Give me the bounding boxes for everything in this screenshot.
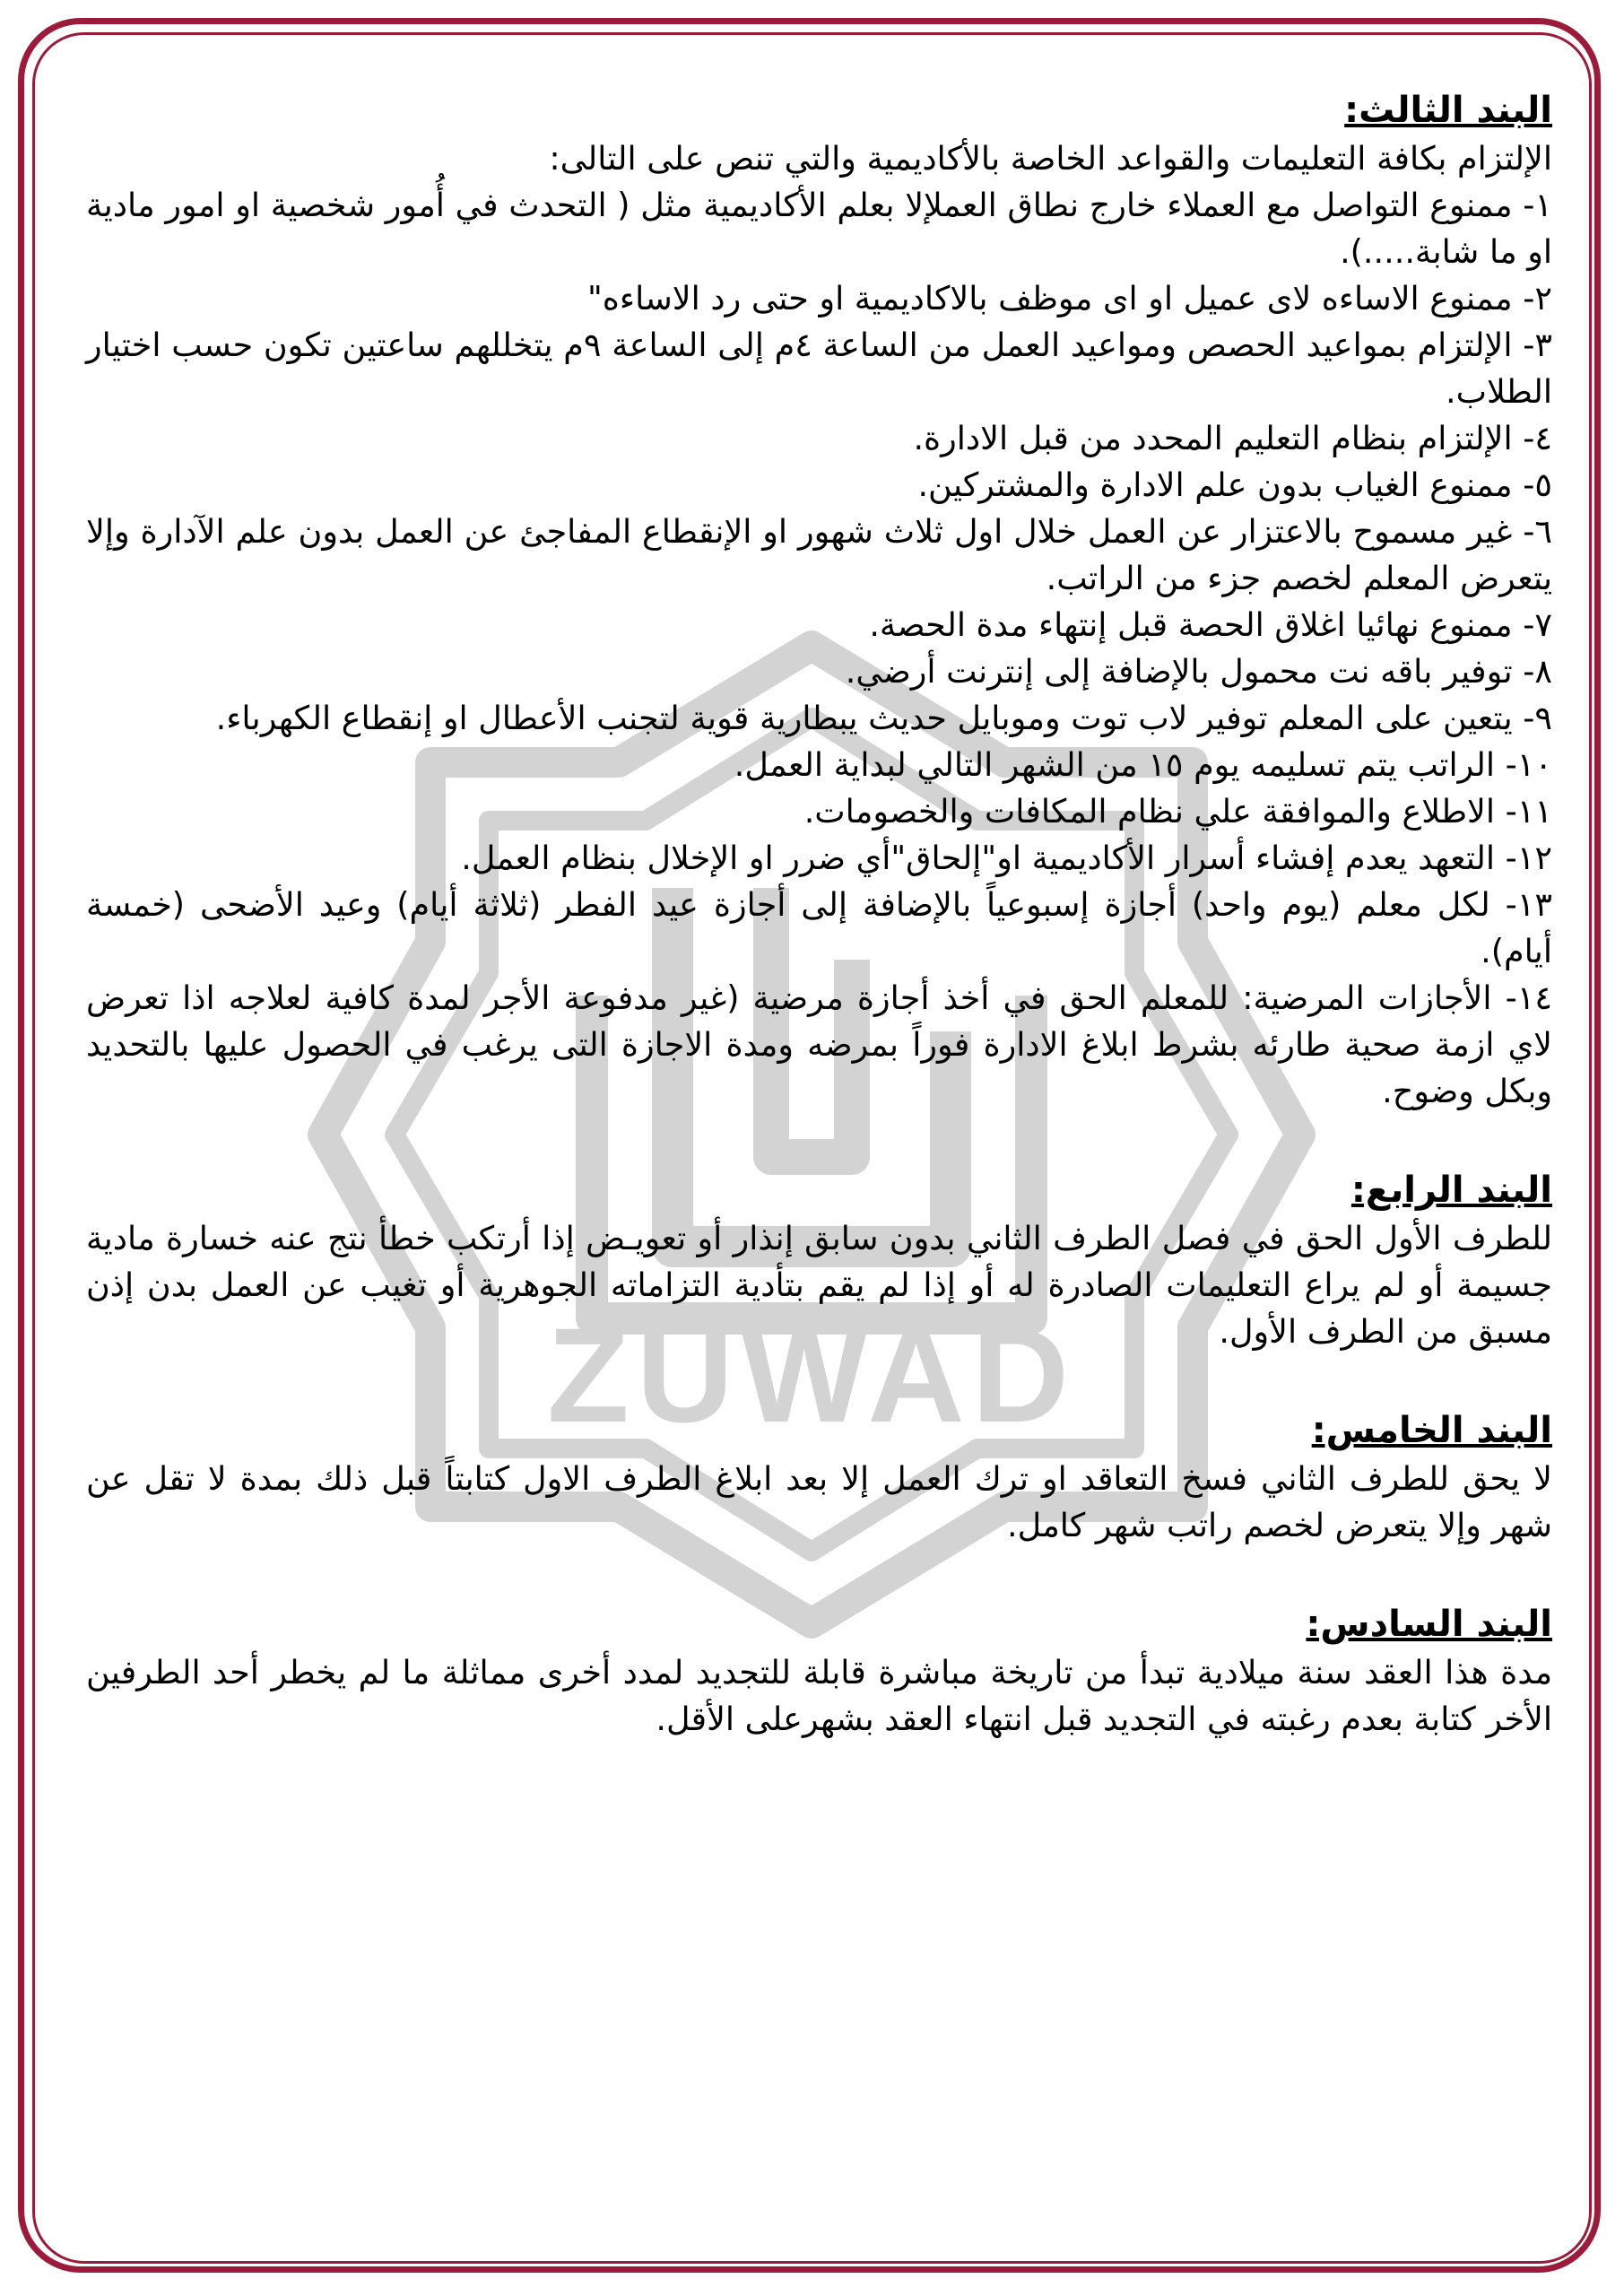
watermark-text: ZUWAD bbox=[547, 1300, 1076, 1450]
clause-8: ٨- توفير باقه نت محمول بالإضافة إلى إنترنت أرضي. bbox=[845, 652, 1552, 691]
section-6-text: مدة هذا العقد سنة ميلادية تبدأ من تاريخة مباشرة قابلة للتجديد لمدد أخرى مماثلة ما لم يخطر أحد الطرفين الأخر كتابة بعدم رغبته في التجديد قبل انتهاء العقد بشهرعلى الأقل. bbox=[86, 1653, 1552, 1738]
clause-9: ٩- يتعين على المعلم توفير لاب توت وموبايل حديث يبطارية قوية لتجنب الأعطال او إنقطاع الكهرباء. bbox=[215, 699, 1552, 737]
clause-2: ٢- ممنوع الاساءه لاى عميل او اى موظف بالاكاديمية او حتى رد الاساءه" bbox=[587, 279, 1552, 317]
section-5-text: لا يحق للطرف الثاني فسخ التعاقد او ترك العمل إلا بعد ابلاغ الطرف الاول كتابتاً قبل ذلك بمدة لا تقل عن شهر وإلا يتعرض لخصم راتب شهر كامل. bbox=[86, 1459, 1552, 1544]
clause-6: ٦- غير مسموح بالاعتزار عن العمل خلال اول ثلاث شهور او الإنقطاع المفاجئ عن العمل بدون علم الآدارة وإلا يتعرض المعلم لخصم جزء من الراتب. bbox=[86, 512, 1552, 597]
clause-3: ٣- الإلتزام بمواعيد الحصص ومواعيد العمل من الساعة ٤م إلى الساعة ٩م يتخللهم ساعتين تكون حسب اختيار الطلاب. bbox=[86, 326, 1553, 411]
clause-14: ١٤- الأجازات المرضية: للمعلم الحق في أخذ أجازة مرضية (غير مدفوعة الأجر لمدة كافية لعلاجه اذا تعرض لاي ازمة صحية طارئه بشرط ابلاغ الادارة فوراً بمرضه ومدة الاجازة التى يرغب في الحصول عليها بالتحديد وبكل وضوح. bbox=[86, 978, 1552, 1110]
contract-body bbox=[86, 85, 1552, 1743]
section-4-text: للطرف الأول الحق في فصل الطرف الثاني بدون سابق إنذار أو تعويـض إذا أرتكب خطأ نتج عنه خسارة مادية جسيمة أو لم يراع التعليمات الصادرة له أو إذا لم يقم بتأدية التزاماته الجوهرية أو تغيب عن العمل بدن إذن مسبق من الطرف الأول. bbox=[86, 1219, 1552, 1351]
clause-7: ٧- ممنوع نهائيا اغلاق الحصة قبل إنتهاء مدة الحصة. bbox=[869, 605, 1552, 644]
clause-5: ٥- ممنوع الغياب بدون علم الادارة والمشتركين. bbox=[917, 465, 1552, 504]
clause-12: ١٢- التعهد يعدم إفشاء أسرار الأكاديمية او"إلحاق"أي ضرر او الإخلال بنظام العمل. bbox=[461, 839, 1552, 877]
section-4-title: البند الرابع: bbox=[1350, 1170, 1552, 1211]
section-spacer bbox=[86, 1549, 1552, 1599]
section-spacer bbox=[86, 1355, 1552, 1405]
clause-4: ٤- الإلتزام بنظام التعليم المحدد من قبل الادارة. bbox=[913, 419, 1552, 457]
clause-11: ١١- الاطلاع والموافقة علي نظام المكافات والخصومات. bbox=[803, 792, 1552, 831]
section-6-title: البند السادس: bbox=[1306, 1604, 1552, 1645]
section-5-title: البند الخامس: bbox=[1311, 1410, 1552, 1451]
clause-13: ١٣- لكل معلم (يوم واحد) أجازة إسبوعياً بالإضافة إلى أجازة عيد الفطر (ثلاثة أيام) وعيد الأضحى (خمسة أيام). bbox=[86, 885, 1552, 970]
clause-10: ١٠- الراتب يتم تسليمه يوم ١٥ من الشهر التالي لبداية العمل. bbox=[734, 745, 1552, 784]
clause-1: ١- ممنوع التواصل مع العملاء خارج نطاق العملإلا بعلم الأكاديمية مثل ( التحدث في أُمور شخصية او امور مادية او ما شابة.....). bbox=[86, 186, 1552, 271]
section-3-intro: الإلتزام بكافة التعليمات والقواعد الخاصة بالأكاديمية والتي تنص على التالى: bbox=[549, 139, 1552, 178]
section-3-title: البند الثالث: bbox=[1344, 90, 1552, 131]
section-spacer bbox=[86, 1115, 1552, 1165]
